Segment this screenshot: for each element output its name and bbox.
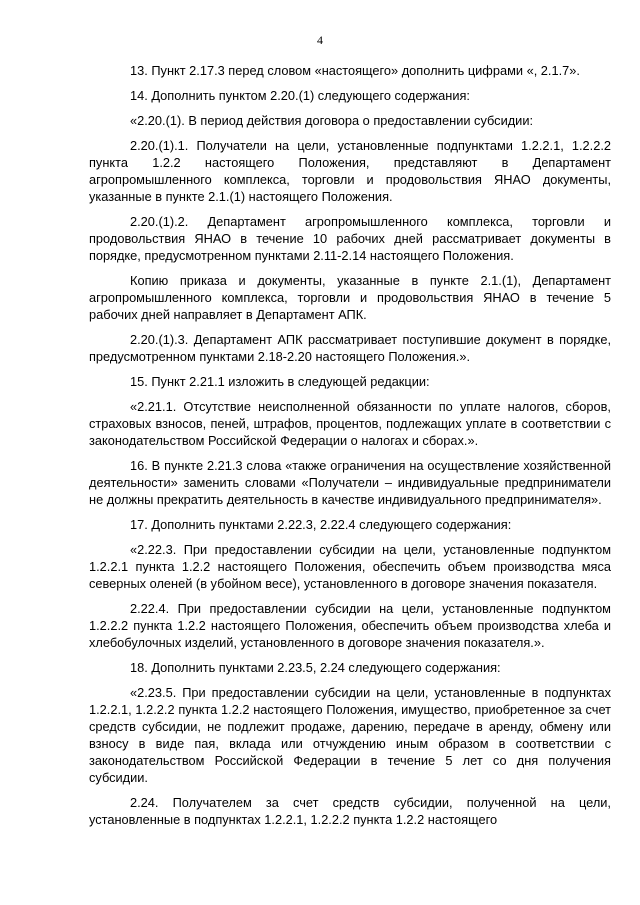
paragraph-2-20-1-3: 2.20.(1).3. Департамент АПК рассматривает поступившие документ в порядке, предусмотренном пунктами 2.18-2.20 настоящего Положения.». (89, 332, 611, 364)
paragraph-2-22-4: 2.22.4. При предоставлении субсидии на цели, установленные подпунктом 1.2.2.2 пункта 1.2.2 настоящего Положения, обеспечить объем производства хлеба и хлебобулочных изделий, установленного в договоре значения показателя.». (89, 601, 611, 650)
paragraph-item-13: 13. Пункт 2.17.3 перед словом «настоящего» дополнить цифрами «, 2.1.7». (130, 63, 580, 78)
paragraph-item-18: 18. Дополнить пунктами 2.23.5, 2.24 следующего содержания: (130, 660, 501, 675)
paragraph-item-14: 14. Дополнить пунктом 2.20.(1) следующего содержания: (130, 88, 470, 103)
paragraph-2-24: 2.24. Получателем за счет средств субсидии, полученной на цели, установленные в подпунктах 1.2.2.1, 1.2.2.2 пункта 1.2.2 настоящего (89, 795, 611, 827)
paragraph-2-22-3: «2.22.3. При предоставлении субсидии на цели, установленные подпунктом 1.2.2.1 пункта 1.2.2 настоящего Положения, обеспечить объем производства мяса северных оленей (в убойном весе), установленного в договоре значения показателя. (89, 542, 611, 591)
paragraph-2-20-1-1: 2.20.(1).1. Получатели на цели, установленные подпунктами 1.2.2.1, 1.2.2.2 пункта 1.2.2 настоящего Положения, представляют в Департамент агропромышленного комплекса, торговли и продовольствия ЯНАО документы, указанные в пункте 2.1.(1) настоящего Положения. (89, 138, 611, 204)
paragraph-2-20-1-2: 2.20.(1).2. Департамент агропромышленного комплекса, торговли и продовольствия ЯНАО в течение 10 рабочих дней рассматривает документы в порядке, предусмотренном пунктами 2.11-2.14 настоящего Положения. (89, 214, 611, 263)
paragraph-item-16: 16. В пункте 2.21.3 слова «также ограничения на осуществление хозяйственной деятельности» заменить словами «Получатели – индивидуальные предприниматели не должны прекратить деятельность в качестве индивидуального предпринимателя». (89, 458, 611, 507)
paragraph-item-15: 15. Пункт 2.21.1 изложить в следующей редакции: (130, 374, 430, 389)
document-body (89, 62, 611, 836)
page-number: 4 (317, 33, 323, 47)
paragraph-2-23-5: «2.23.5. При предоставлении субсидии на цели, установленные в подпунктах 1.2.2.1, 1.2.2.2 пункта 1.2.2 настоящего Положения, имущество, приобретенное за счет средств субсидии, не подлежит продаже, дарению, передаче в аренду, обмену или взносу в виде пая, вклада или отчуждению иным образом в соответствии с законодательством Российской Федерации в течение 5 лет со дня получения субсидии. (89, 685, 611, 785)
paragraph-item-17: 17. Дополнить пунктами 2.22.3, 2.22.4 следующего содержания: (130, 517, 512, 532)
paragraph-2-20-1: «2.20.(1). В период действия договора о предоставлении субсидии: (130, 113, 534, 128)
paragraph-order-copy: Копию приказа и документы, указанные в пункте 2.1.(1), Департамент агропромышленного комплекса, торговли и продовольствия ЯНАО в течение 5 рабочих дней направляет в Департамент АПК. (89, 273, 611, 322)
paragraph-2-21-1: «2.21.1. Отсутствие неисполненной обязанности по уплате налогов, сборов, страховых взносов, пеней, штрафов, процентов, подлежащих уплате в соответствии с законодательством Российской Федерации о налогах и сборах.». (89, 399, 611, 448)
